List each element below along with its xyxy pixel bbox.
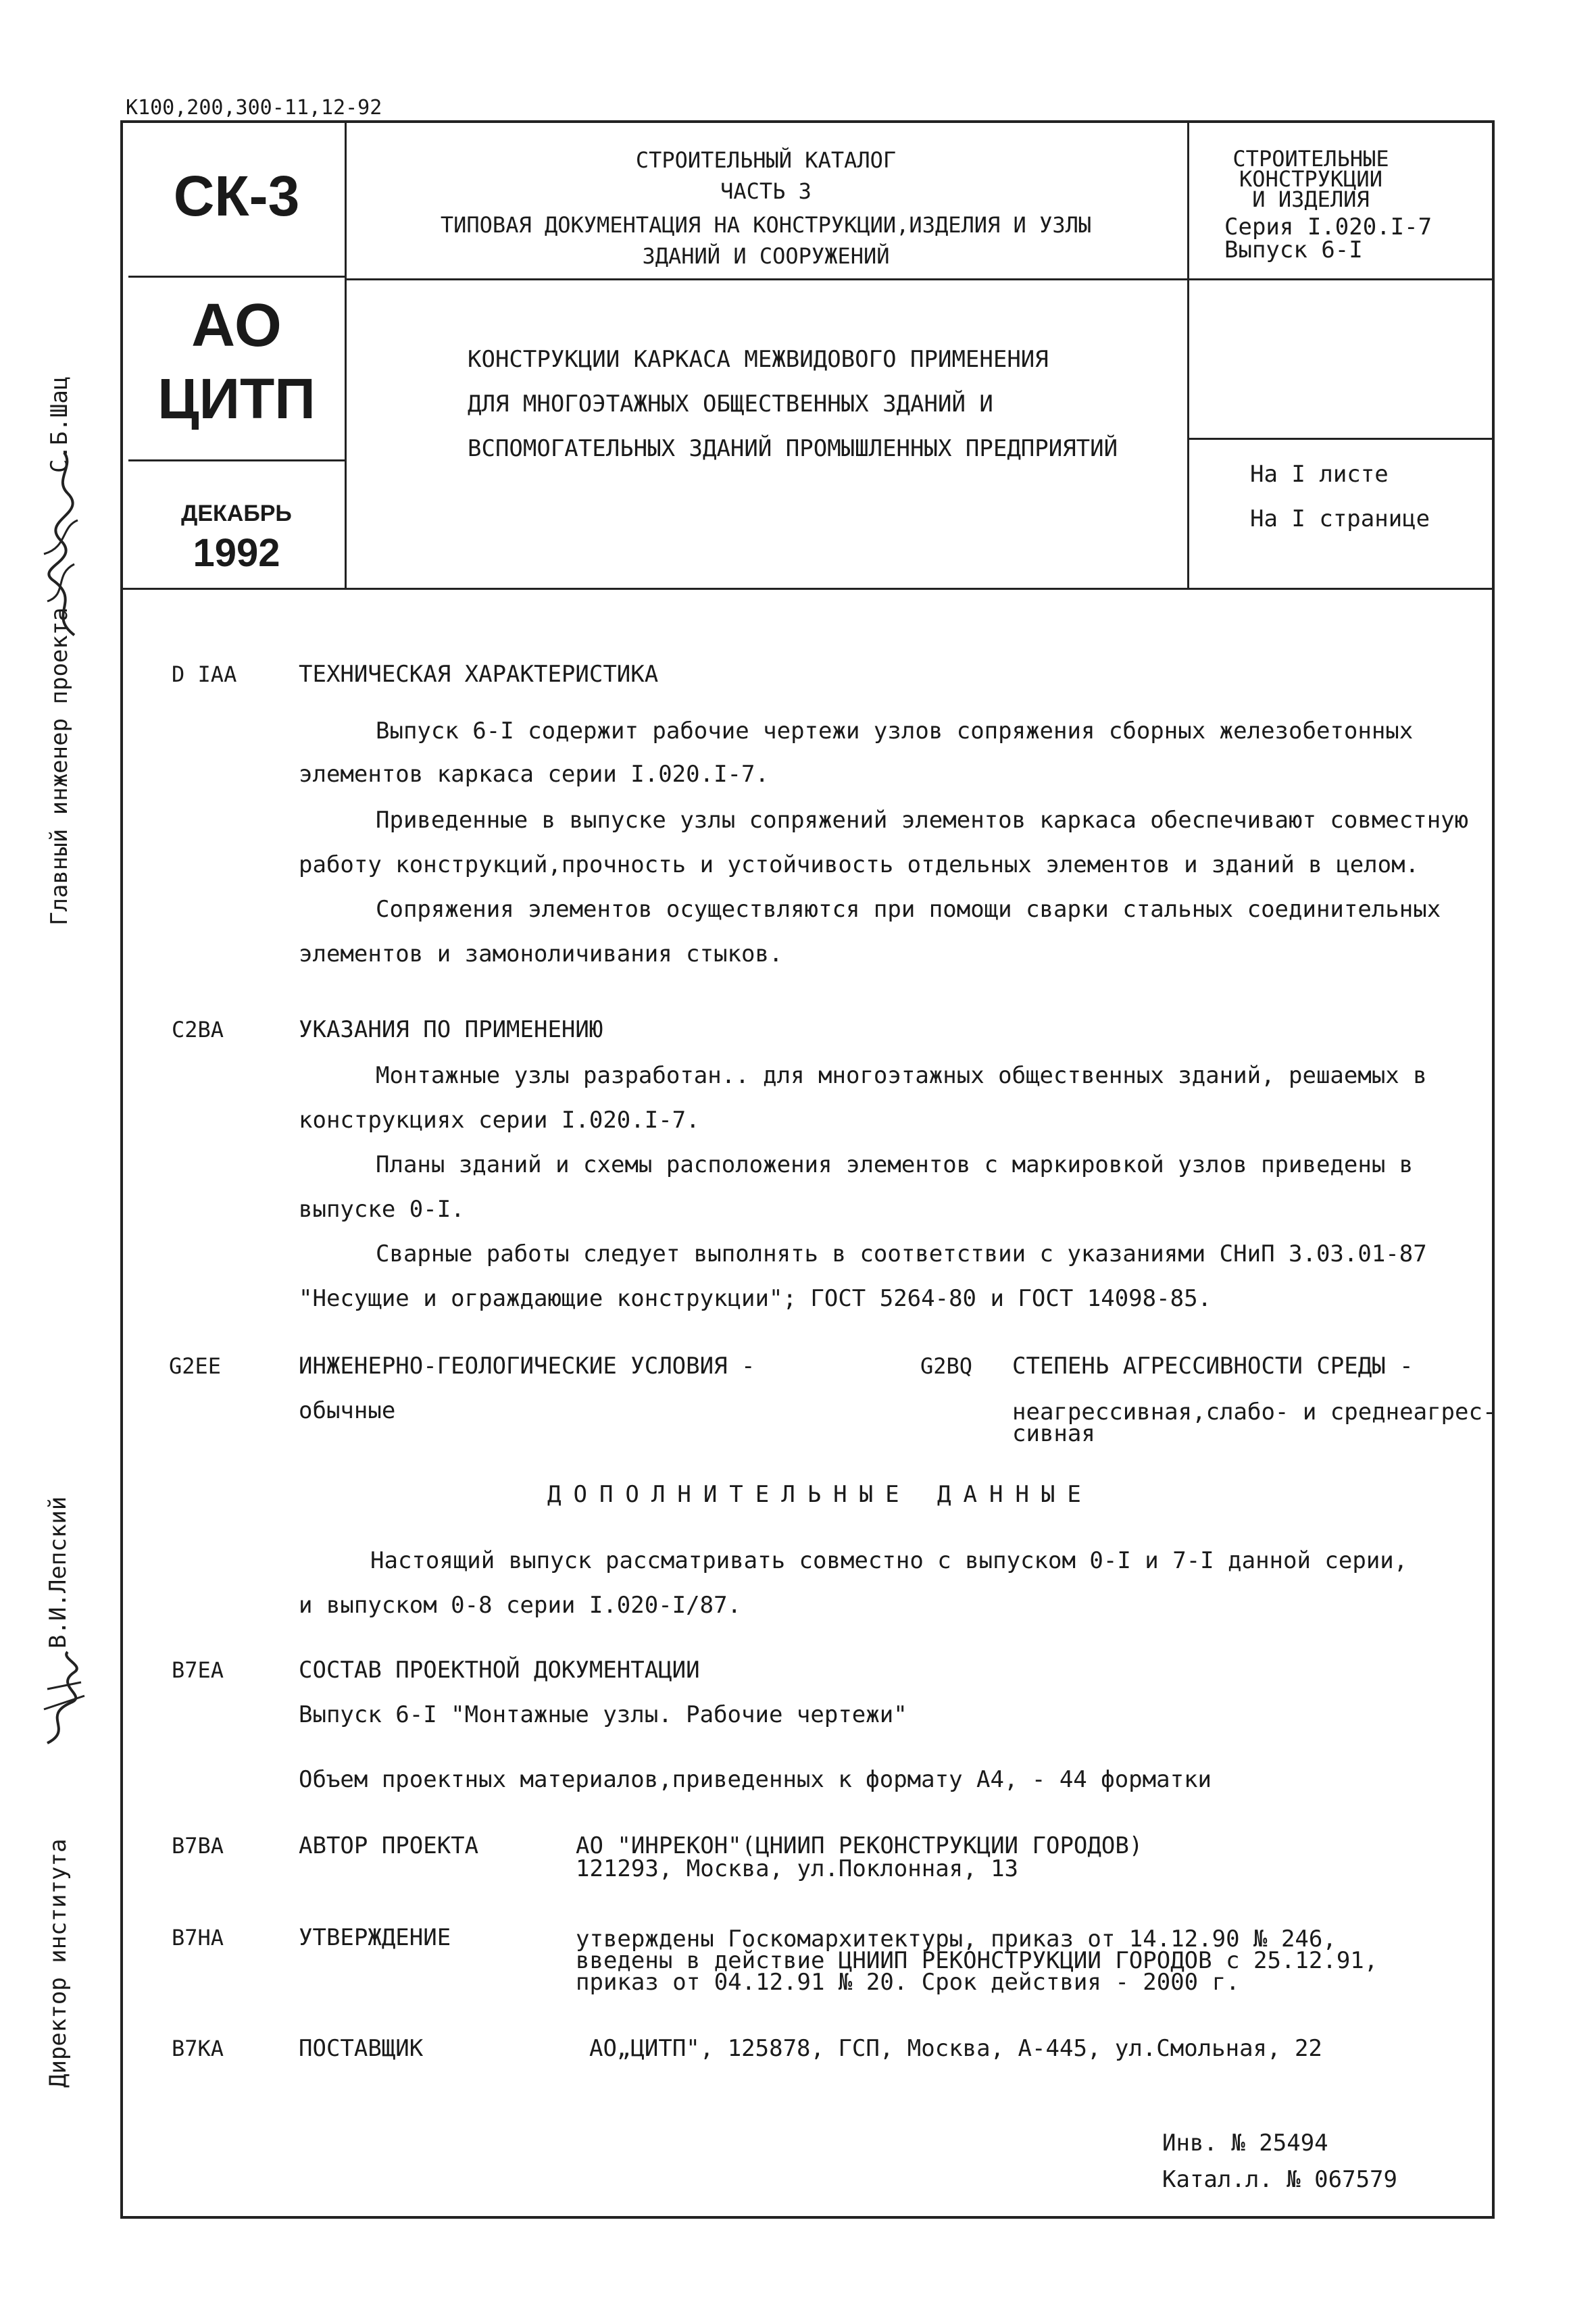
usage-p1-l2: конструкциях серии I.020.I-7. [299,1107,700,1134]
extra-l2: и выпуском 0-8 серии I.020-I/87. [299,1592,742,1619]
issue-number: Выпуск 6-I [1224,236,1363,263]
author-heading: АВТОР ПРОЕКТА [299,1832,479,1859]
tech-heading: ТЕХНИЧЕСКАЯ ХАРАКТЕРИСТИКА [299,661,659,688]
series-number: Серия I.020.I-7 [1224,213,1432,241]
tech-p2-l2: работу конструкций,прочность и устойчивость отдельных элементов и зданий в целом. [299,851,1420,878]
tech-p3-l2: элементов и замоноличивания стыков. [299,940,783,967]
extra-l1: Настоящий выпуск рассматривать совместно с выпуском 0-I и 7-I данной серии, [370,1547,1408,1574]
catalog-rule [345,278,1495,280]
usage-p2-l2: выпуске 0-I. [299,1196,465,1223]
tech-p2-l1: Приведенные в выпуске узлы сопряжений элементов каркаса обеспечивают совместную [376,807,1469,834]
org-line-2: ЦИТП [157,367,316,430]
ck-label: СК-3 [173,164,300,228]
aggr-heading: СТЕПЕНЬ АГРЕССИВНОСТИ СРЕДЫ - [1012,1353,1414,1380]
aggr-value-l2: сивная [1012,1420,1095,1447]
usage-heading: УКАЗАНИЯ ПО ПРИМЕНЕНИЮ [299,1016,603,1043]
approval-l2: введены в действие ЦНИИП РЕКОНСТРУКЦИИ ГОРОДОВ с 25.12.91, [576,1947,1378,1974]
director-name: В.И.Лепский [45,1496,72,1649]
usage-p3-l2: "Несущие и ограждающие конструкции"; ГОСТ 5264-80 и ГОСТ 14098-85. [299,1285,1212,1312]
usage-p3-l1: Сварные работы следует выполнять в соответствии с указаниями СНиП 3.03.01-87 [376,1240,1427,1267]
section-code-composition: B7EA [172,1657,224,1683]
approval-l3: приказ от 04.12.91 № 20. Срок действия - 2000 г. [576,1969,1240,1996]
category-line-3: И ИЗДЕЛИЯ [1252,186,1370,212]
ck-rule [128,276,345,278]
catalog-line-4: ЗДАНИЙ И СООРУЖЕНИЙ [642,243,890,269]
sheets-count: На I листе [1250,461,1389,488]
section-code-author: B7BA [172,1833,224,1859]
catalog-sheet-number: Катал.л. № 067579 [1162,2166,1397,2193]
aggr-value-l1: неагрессивная,слабо- и среднеагрес- [1012,1399,1497,1426]
tech-p3-l1: Сопряжения элементов осуществляются при помощи сварки стальных соединительных [376,896,1441,923]
approval-l1: утверждены Госкомархитектуры, приказ от 14.12.90 № 246, [576,1926,1337,1953]
author-l1: АО "ИНРЕКОН"(ЦНИИП РЕКОНСТРУКЦИИ ГОРОДОВ) [576,1832,1143,1859]
document-code: К100,200,300-11,12-92 [126,96,382,120]
director-label: Директор института [45,1838,72,2088]
section-code-supplier: B7KA [172,2036,224,2061]
inventory-number: Инв. № 25494 [1162,2130,1328,2157]
section-code-tech: D IAA [172,661,237,687]
composition-l1: Выпуск 6-I "Монтажные узлы. Рабочие чертежи" [299,1701,907,1728]
pages-count: На I странице [1250,505,1430,532]
catalog-line-2: ЧАСТЬ 3 [720,178,812,204]
usage-p1-l1: Монтажные узлы разработан.. для многоэтажных общественных зданий, решаемых в [376,1062,1427,1089]
extra-heading: ДОПОЛНИТЕЛЬНЫЕ ДАННЫЕ [547,1481,1093,1508]
section-code-geo: G2EE [169,1353,222,1379]
title-line-3: ВСПОМОГАТЕЛЬНЫХ ЗДАНИЙ ПРОМЫШЛЕННЫХ ПРЕДПРИЯТИЙ [468,435,1118,462]
category-line-1: СТРОИТЕЛЬНЫЕ [1232,146,1389,172]
section-code-aggr: G2BQ [920,1353,973,1379]
composition-l2: Объем проектных материалов,приведенных к формату А4, - 44 форматки [299,1766,1212,1793]
supplier-heading: ПОСТАВЩИК [299,2035,424,2062]
chief-engineer-signature [27,446,95,642]
geo-value: обычные [299,1397,396,1424]
category-line-2: КОНСТРУКЦИИ [1239,166,1382,192]
supplier-l1: АО„ЦИТП", 125878, ГСП, Москва, А-445, ул.Смольная, 22 [589,2035,1322,2062]
org-line-1: АО [191,292,282,359]
chief-engineer-name: С.Б.Шац [46,376,73,473]
geo-heading: ИНЖЕНЕРНО-ГЕОЛОГИЧЕСКИЕ УСЛОВИЯ - [299,1353,755,1380]
right-col-rule [1187,120,1189,588]
issue-month: ДЕКАБРЬ [181,501,292,526]
header-bottom-rule [120,588,1495,590]
director-signature [34,1649,95,1750]
approval-heading: УТВЕРЖДЕНИЕ [299,1924,451,1951]
chief-engineer-label: Главный инженер проекта [46,607,73,926]
tech-p1-l1: Выпуск 6-I содержит рабочие чертежи узлов сопряжения сборных железобетонных [376,718,1414,745]
sheets-rule [1187,438,1495,440]
section-code-approval: B7HA [172,1925,224,1951]
author-l2: 121293, Москва, ул.Поклонная, 13 [576,1855,1019,1882]
catalog-line-3: ТИПОВАЯ ДОКУМЕНТАЦИЯ НА КОНСТРУКЦИИ,ИЗДЕЛИЯ И УЗЛЫ [440,212,1092,238]
composition-heading: СОСТАВ ПРОЕКТНОЙ ДОКУМЕНТАЦИИ [299,1657,700,1684]
section-code-usage: C2BA [172,1017,224,1042]
title-line-2: ДЛЯ МНОГОЭТАЖНЫХ ОБЩЕСТВЕННЫХ ЗДАНИЙ И [468,391,993,418]
tech-p1-l2: элементов каркаса серии I.020.I-7. [299,761,769,788]
issue-year: 1992 [193,531,280,575]
org-rule [128,459,345,461]
usage-p2-l1: Планы зданий и схемы расположения элементов с маркировкой узлов приведены в [376,1151,1414,1178]
catalog-line-1: СТРОИТЕЛЬНЫЙ КАТАЛОГ [635,147,897,173]
title-line-1: КОНСТРУКЦИИ КАРКАСА МЕЖВИДОВОГО ПРИМЕНЕНИЯ [468,346,1049,373]
